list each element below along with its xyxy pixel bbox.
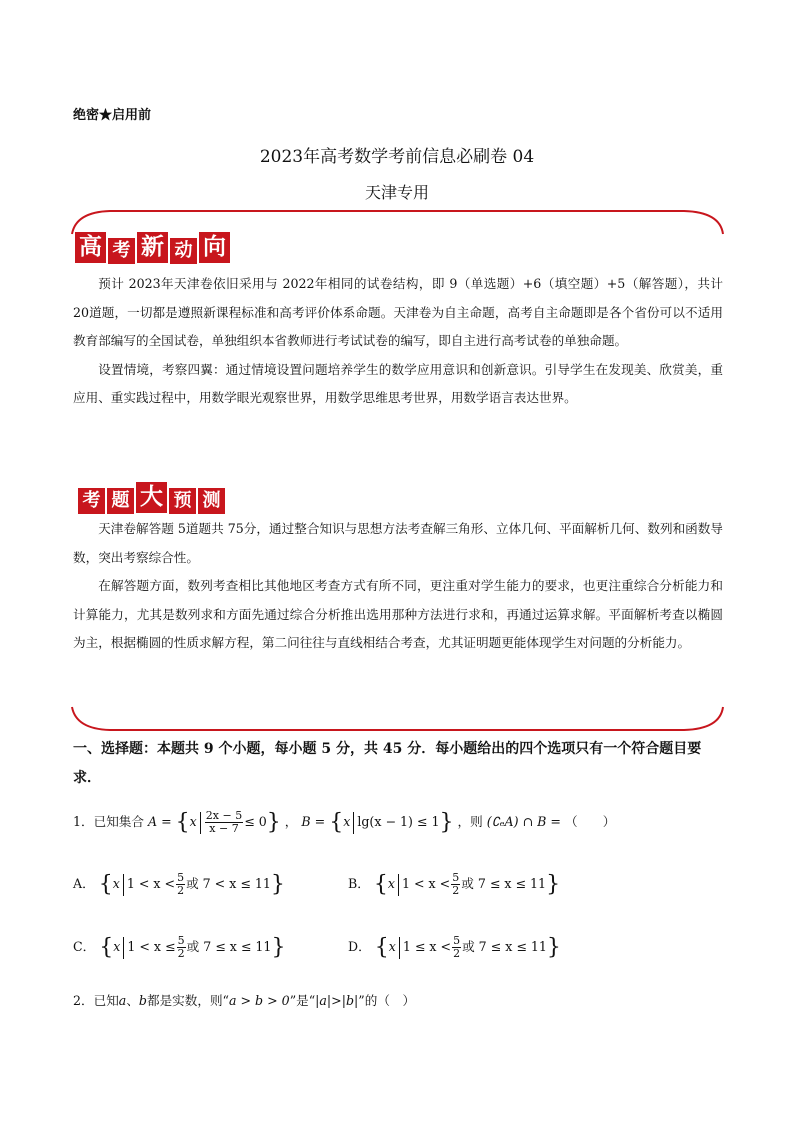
- brace-right: }: [270, 872, 285, 897]
- numerator: 5: [177, 934, 185, 947]
- q2-mid2: ”是“: [289, 993, 316, 1008]
- fraction: [452, 935, 461, 960]
- numerator: 5: [452, 871, 460, 884]
- fraction: [205, 810, 243, 835]
- brace-left: {: [175, 810, 190, 835]
- q2-end: ”的（ ）: [358, 993, 416, 1008]
- banner-char: 高: [75, 232, 106, 263]
- intro-paragraph-1: 预计 2023年天津卷依旧采用与 2022年相同的试卷结构，即 9（单选题）+6（填空题）+5（解答题），共计 20道题，一切都是遵照新课程标准和高考评价体系命题。天津卷为自主命题，高考自主命题即是各个省份可以不适用教育部编写的全国试卷，单独组织本省教师进行考试试卷的编写，即自主进行高考试卷的单独命题。: [73, 276, 723, 349]
- option-a[interactable]: [73, 872, 285, 897]
- paper-subtitle: 天津专用: [364, 183, 429, 202]
- fraction: [176, 872, 185, 897]
- confidential-label: 绝密★启用前: [73, 108, 152, 123]
- banner-new-trends: [75, 232, 230, 264]
- bottom-frame-arc: [70, 705, 725, 735]
- option-label: D．: [348, 939, 371, 954]
- numerator: 5: [453, 934, 461, 947]
- option-c[interactable]: [73, 935, 285, 960]
- forecast-paragraph-2: 在解答题方面，数列考查相比其他地区考查方式有所不同，更注重对学生能力的要求，也更注重综合分析能力和计算能力，尤其是数列求和方面先通过综合分析推出选用那种方法进行求和，再通过运算求解。平面解析考查以椭圆为主，根据椭圆的性质求解方程，第二问往往与直线相结合考查，尤其证明题更能体现学生对问题的分析能力。: [73, 578, 723, 651]
- question-2: [73, 990, 415, 1009]
- option-right: 或 7 < x ≤ 11: [186, 876, 271, 891]
- banner-char: 预: [169, 488, 196, 514]
- banner-char: 向: [199, 232, 230, 263]
- fraction: [177, 935, 186, 960]
- option-right: 或 7 ≤ x ≤ 11: [186, 939, 272, 954]
- banner-char: 大: [136, 482, 167, 513]
- option-label: A．: [73, 876, 95, 891]
- intro-section: [73, 270, 723, 413]
- question-1: [73, 810, 615, 835]
- set-bar: [200, 812, 201, 834]
- q1-expression: (∁ₑA) ∩ B =: [486, 814, 561, 829]
- set-bar: [398, 874, 399, 896]
- var-a: a: [118, 993, 127, 1008]
- q2-condition-2: |a|>|b|: [315, 993, 359, 1008]
- section-heading-choice: 一、选择题：本题共 9 个小题，每小题 5 分，共 45 分．每小题给出的四个选项只有一个符合题目要求．: [73, 741, 702, 786]
- var-x: x: [112, 876, 120, 891]
- banner-char: 考: [78, 488, 105, 514]
- forecast-section: [73, 515, 723, 658]
- var-x: x: [388, 939, 396, 954]
- q1-then: ，则: [457, 814, 483, 829]
- brace-left: {: [99, 935, 114, 960]
- var-x: x: [343, 814, 351, 829]
- set-bar: [123, 937, 124, 959]
- brace-left: {: [98, 872, 113, 897]
- option-left: 1 < x ≤: [127, 939, 176, 954]
- denominator: 2: [452, 884, 460, 897]
- q2-condition-1: a > b > 0: [228, 993, 290, 1008]
- denominator: 2: [453, 947, 461, 960]
- forecast-paragraph-1: 天津卷解答题 5道题共 75分，通过整合知识与思想方法考查解三角形、立体几何、平面解析几何、数列和函数导数，突出考察综合性。: [73, 521, 723, 565]
- banner-char: 新: [137, 232, 168, 263]
- option-left: 1 < x <: [126, 876, 176, 891]
- banner-char: 动: [170, 238, 197, 264]
- option-b[interactable]: [348, 872, 560, 897]
- option-left: 1 < x <: [401, 876, 451, 891]
- q2-mid: 都是实数，则“: [146, 993, 229, 1008]
- var-b: b: [138, 993, 147, 1008]
- brace-right: }: [439, 810, 454, 835]
- q1-set-b-label: B =: [301, 814, 326, 829]
- brace-right: }: [271, 935, 286, 960]
- brace-right: }: [266, 810, 281, 835]
- q1-answer-paren: （ ）: [564, 814, 616, 829]
- brace-right: }: [546, 935, 561, 960]
- brace-left: {: [374, 935, 389, 960]
- var-x: x: [387, 876, 395, 891]
- banner-char: 题: [107, 488, 134, 514]
- inequality: ≤ 0: [244, 814, 267, 829]
- brace-left: {: [329, 810, 344, 835]
- set-bar: [399, 937, 400, 959]
- q2-prefix: 2．已知: [73, 993, 119, 1008]
- set-bar: [353, 812, 354, 834]
- q1-sep: ，: [284, 814, 298, 829]
- option-d[interactable]: [348, 935, 561, 960]
- numerator: 2x − 5: [205, 809, 243, 822]
- banner-forecast: [78, 482, 225, 514]
- banner-char: 测: [198, 488, 225, 514]
- fraction: [451, 872, 460, 897]
- option-label: C．: [73, 939, 96, 954]
- paper-title: 2023年高考数学考前信息必刷卷 04: [259, 147, 535, 167]
- option-label: B．: [348, 876, 370, 891]
- q1-condition-b: lg(x − 1) ≤ 1: [357, 814, 440, 829]
- brace-left: {: [373, 872, 388, 897]
- denominator: 2: [177, 947, 185, 960]
- numerator: 5: [177, 871, 185, 884]
- brace-right: }: [546, 872, 561, 897]
- denominator: x − 7: [209, 822, 239, 835]
- q1-set-a-label: A =: [148, 814, 172, 829]
- var-x: x: [113, 939, 121, 954]
- option-left: 1 ≤ x <: [402, 939, 452, 954]
- var-x: x: [189, 814, 197, 829]
- banner-char: 考: [108, 238, 135, 264]
- denominator: 2: [177, 884, 185, 897]
- q2-sep: 、: [126, 993, 139, 1008]
- set-bar: [123, 874, 124, 896]
- intro-paragraph-2: 设置情境，考察四翼：通过情境设置问题培养学生的数学应用意识和创新意识。引导学生在发现美、欣赏美，重应用、重实践过程中，用数学眼光观察世界，用数学思维思考世界，用数学语言表达世界。: [73, 361, 723, 406]
- option-right: 或 7 ≤ x ≤ 11: [462, 939, 547, 954]
- q1-prefix: 1．已知集合: [73, 814, 144, 829]
- option-right: 或 7 ≤ x ≤ 11: [461, 876, 547, 891]
